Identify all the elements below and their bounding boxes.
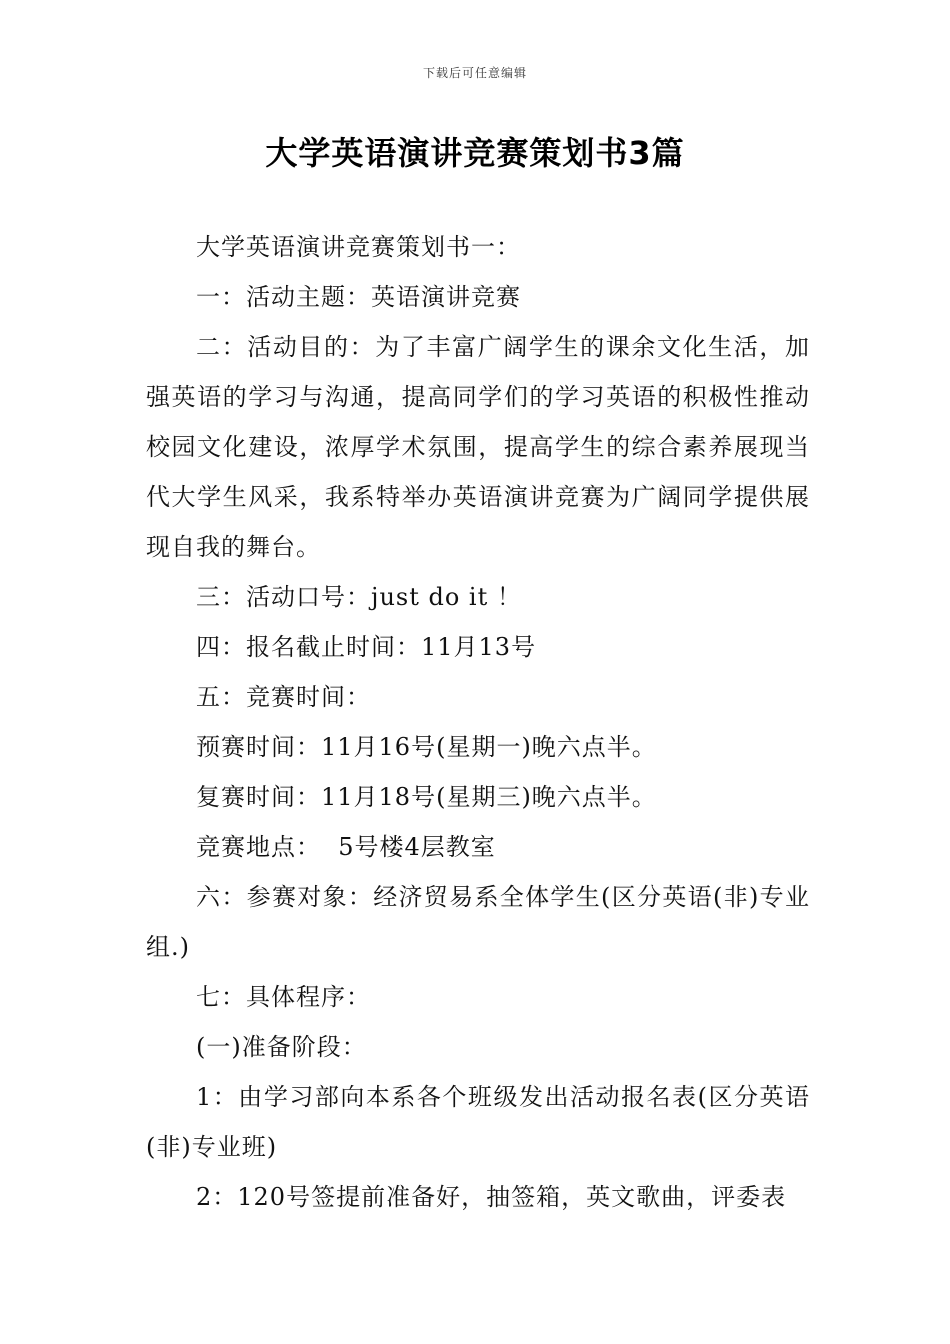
document-title: 大学英语演讲竞赛策划书3篇 [265, 134, 685, 172]
paragraph-competition-time: 五：竞赛时间： [196, 683, 371, 711]
paragraph-venue: 竞赛地点： 5号楼4层教室 [196, 833, 496, 861]
paragraph-theme: 一：活动主题：英语演讲竞赛 [196, 283, 521, 311]
paragraph-preliminary-time: 预赛时间：11月16号(星期一)晚六点半。 [196, 733, 657, 761]
paragraph-plan-one-heading: 大学英语演讲竞赛策划书一： [196, 233, 521, 261]
paragraph-participants: 六：参赛对象：经济贸易系全体学生(区分英语(非)专业组.) [146, 883, 810, 961]
document-body [146, 222, 810, 1222]
header-note: 下载后可任意编辑 [422, 66, 527, 80]
paragraph-deadline: 四：报名截止时间：11月13号 [196, 633, 537, 661]
paragraph-step-one: 1：由学习部向本系各个班级发出活动报名表(区分英语(非)专业班) [146, 1083, 810, 1161]
paragraph-procedure: 七：具体程序： [196, 983, 371, 1011]
paragraph-slogan: 三：活动口号：just do it ！ [196, 583, 522, 611]
paragraph-purpose: 二：活动目的：为了丰富广阔学生的课余文化生活，加强英语的学习与沟通，提高同学们的学习英语的积极性推动校园文化建设，浓厚学术氛围，提高学生的综合素养展现当代大学生风采，我系特举办英语演讲竞赛为广阔同学提供展现自我的舞台。 [146, 333, 810, 561]
paragraph-semifinal-time: 复赛时间：11月18号(星期三)晚六点半。 [196, 783, 657, 811]
paragraph-step-two: 2：120号签提前准备好，抽签箱，英文歌曲，评委表 [196, 1183, 787, 1211]
paragraph-preparation-stage: (一)准备阶段： [196, 1033, 367, 1061]
